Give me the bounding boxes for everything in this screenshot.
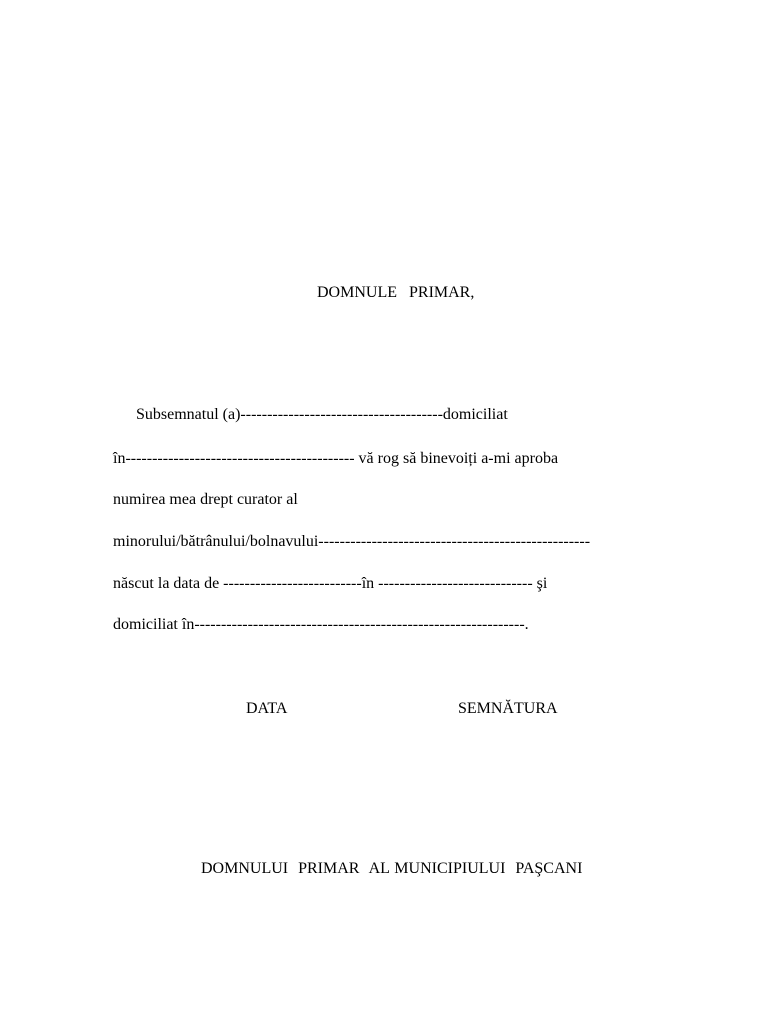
- body-line-1: Subsemnatul (a)--------------------------------------domiciliat: [136, 406, 508, 423]
- body-line-3: numirea mea drept curator al: [113, 491, 298, 508]
- body-line-5: născut la data de --------------------------în ----------------------------- şi: [113, 575, 548, 592]
- body-line-4: minorului/bătrânului/bolnavului---------------------------------------------------: [113, 533, 591, 550]
- date-label: DATA: [246, 700, 288, 717]
- salutation: DOMNULE PRIMAR,: [317, 284, 475, 301]
- body-line-2: în------------------------------------------- vă rog să binevoiți a-mi aproba: [113, 450, 559, 467]
- addressee: DOMNULUI PRIMAR AL MUNICIPIULUI PAŞCANI: [201, 860, 583, 877]
- body-line-6: domiciliat în--------------------------------------------------------------.: [113, 616, 529, 633]
- signature-label: SEMNĂTURA: [458, 700, 558, 717]
